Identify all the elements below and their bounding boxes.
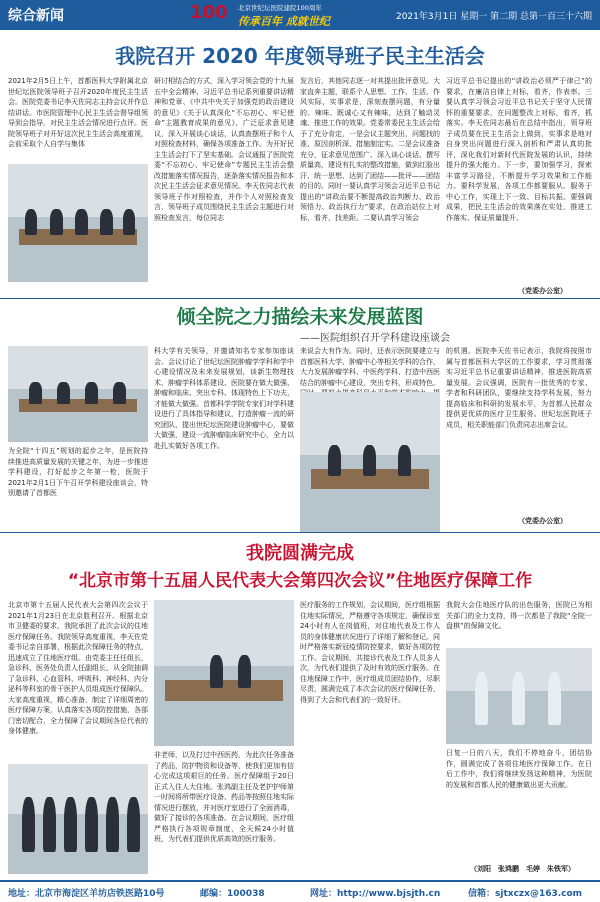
article1-col4: 习近平总书记提出的“讲政治必须严于律己”的要求，在廉洁自律上对标，看齐，作表率。三要认真学习领会习近平总书记关于坚守人民情怀的重要要求，在问题整改上对标，看齐，抓落实。李天佐同志最后在总结中指出，领导班子成员要在民主生活会上做到，实事求是地对自身突出问题进行深入剖析和严肃认真的批评，深化我们对新时代医院发展的认识，持续提升的强大能力。下一步，要加强学习，探索丰富学习路径，不断提升学习效果和工作能力。要科学发展，各项工作都要服从、服务于中心工作，实现上下一致、目标共振。要强调成果，把民主生活会的效果落在实处，推进工作落实、保证质量提升。 bbox=[446, 77, 592, 222]
article2-col3: 来说会大有作为。同时，还表示医院要建立与首都医科大学、肿瘤中心等相关学科的合作，大力发展肿瘤学科、中医药学科、打造中西医结合的肿瘤中心建设，突出专科，形成特色。 bbox=[300, 347, 440, 387]
article1-title: 我院召开 2020 年度领导班子民主生活会 bbox=[115, 44, 485, 68]
article1-photo bbox=[8, 164, 148, 282]
article1-col3: 发言后，其他同志逐一对其提出批评意见。大家直奔主题，联系个人思想、工作、生活、作风实际，实事求是，深刻查摆问题，有分量的、辣味、既诚心又有辣味，达到了触动灵魂、推进工作的效果。党委常委民主生活会给予了充分肯定，一是会议主题突出，问题找的准、原因剖析深、措施制定实。二是会议准备充分，征求意见范围广、深入谈心谈话、撰写质量高，建设有扎实的整改措施，做到红脸出汗、统一思想、达到了团结——批评——团结的目的。同时一要认真学习领会习近平总书记提出的“讲政治要不断提高政治判断力、政治领悟力、政治执行力”要求，在政治站位上对标，看齐，找差距。二要认真学习领会 bbox=[300, 77, 440, 222]
footer bbox=[0, 880, 600, 902]
article2-col2: 科大学有关领导，并邀请知名专家参加座谈会。会议讨论了世纪坛医院肿瘤学学科和学中心建设情况及未来发展规划，谈新生物理技术、肿瘤学科体系建设、医院要在做大做强、肿瘤和临床、突出专科、体现特色上下功夫，才能做大做强。首都科学学院专家们对学科建设进行了具体指导和建议，打造肿瘤一流的研究团队，提出世纪坛医院建设肿瘤中心，要做大做强，建设一流肿瘤临床研究中心，全力以赴扎实做好各项工作。 bbox=[154, 347, 294, 450]
footer-website bbox=[310, 886, 440, 899]
article2-photo-right bbox=[300, 392, 440, 532]
article1-credit: （党委办公室） bbox=[518, 287, 567, 295]
article1-col2: 研讨相结合的方式，深入学习领会党的十九届五中全会精神、习近平总书记系列重要讲话精神和党章、《中共中央关于加强党的政治建设的意见》《关于认真深化“不忘初心、牢记使命”主题教育成果的意见》，广泛征求意见建议，深入开展谈心谈话，认真查摆班子和个人对照检查材料，确保各项准备工作。为开好民主生活会打下了坚实基础。会议通报了医院党委“不忘初心、牢记使命”专题民主生活会整改措施落实情况报告，逐条落实情况报告和本次民主生活会征求意见情况。李天佐同志代表领导班子作对照检查，并作个人对照检查发言，领导班子成员围绕民主生活会主题进行对照检查发言，每位同志 bbox=[154, 77, 294, 222]
footer-website-label: 网址： bbox=[310, 889, 338, 899]
article2-subtitle: ——医院组织召开学科建设座谈会 bbox=[300, 333, 450, 344]
article3-credit: （刘阳 张鸿鹏 毛婷 朱铁军） bbox=[470, 865, 575, 873]
article2-col4: 的机遇。医院李天佐书记表示，我院将按照市属与首都医科大学区的工作要求，学习贯彻落实习近平总书记重要讲话精神，推进医院高质量发展。会议强调，医院有一批优秀的专家、学者和科研团队，要继续支持学科发展，努力提高临床和科研的发展水平，为首都人民群众提供更优质的医疗卫生服务。世纪坛医院班子成员，相关职能部门负责同志出席会议。 bbox=[446, 347, 592, 429]
article3-photo-left bbox=[8, 764, 148, 874]
article3-col4b: 日复一日的八天，我们不停地奋斗，团结协作，圆满完成了各项住地医疗保障工作。在日后工作中，我们将继续发扬这种精神，为医院的发展和首都人民的健康做出更大贡献。 bbox=[446, 749, 592, 789]
anniversary-line1: 北京世纪坛医院建院100周年 bbox=[238, 4, 322, 12]
divider bbox=[0, 532, 600, 533]
issue-total: 总第一百三十六期 bbox=[519, 12, 592, 22]
issue-weekday: 星期一 bbox=[460, 12, 488, 22]
article3-col3: 医疗服务的工作规划，会议期间，医疗组根据住地实际情况，严格遵守各项规定，确保诊室24小时有人在岗值班，对住地代表及工作人员的身体健康状况进行了详细了解和登记。同时严格落实新冠疫情防控要求，做好各项防控工作。会议期间，共接诊代表及工作人员多人次，为代表们提供了及时有效的医疗服务。在住地保障工作中，医疗组成员团结协作，尽职尽责，圆满完成了本次会议的医疗保障任务，得到了大会和代表们的一致好评。 bbox=[300, 601, 440, 704]
article1-col1: 2021年2月5日上午，首都医科大学附属北京世纪坛医院领导班子召开2020年度民主生活会。医院党委书记李天佐同志主持会议并作总结讲话。市医院管理中心民主生活会督导组领导到会指导，对民主生活会情况进行点评。医院领导班子对开好这次民主生活会高度重视，会前采取个人自学与集体 bbox=[8, 77, 148, 148]
footer-email bbox=[468, 886, 582, 899]
issue-date: 2021年3月1日 bbox=[395, 12, 458, 22]
footer-address bbox=[8, 886, 165, 899]
issue-number: 第二期 bbox=[490, 12, 518, 22]
section-name: 综合新闻 bbox=[8, 8, 64, 24]
article2-credit: （党委办公室） bbox=[518, 517, 567, 525]
article3-photo-center bbox=[154, 600, 294, 746]
footer-address-label: 地址： bbox=[8, 889, 36, 899]
article2-col1: 为全院“十四五”规划的起步之年，是医院持续推进高质量发展的关键之年，为进一步推进学科建设，打好起步之年第一枪，医院于2021年2月1日下午召开学科建设座谈会，特别邀请了首都医 bbox=[8, 447, 148, 497]
footer-email-label: 信箱： bbox=[468, 889, 496, 899]
article3-photo-right bbox=[446, 648, 592, 744]
issue-info bbox=[396, 9, 592, 22]
footer-postcode bbox=[200, 886, 265, 899]
article2-photo-left bbox=[8, 346, 148, 442]
footer-website-value[interactable]: http://www.bjsjth.cn bbox=[337, 889, 441, 899]
divider bbox=[0, 298, 600, 299]
anniversary-banner bbox=[190, 2, 350, 28]
footer-postcode-value: 100038 bbox=[227, 889, 265, 899]
footer-postcode-label: 邮编： bbox=[200, 889, 228, 899]
article3-title-line2: “北京市第十五届人民代表大会第四次会议”住地医疗保障工作 bbox=[67, 571, 533, 591]
article3-col1: 北京市第十五届人民代表大会第四次会议于2021年1月23日在北京胜利召开。根据北京市卫健委的要求，我院承担了此次会议的住地医疗保障任务。我院领导高度重视，李天佐党委书记亲自部署，根据此次保障任务的特点，迅速成立了住地医疗组。由党委主任任组长，急诊科、医务处负责人任副组长，从全院抽调了急诊科、心血管科、呼吸科、神经科、内分泌科等科室的骨干医护人员组成医疗保障队。大家高度重视，精心准备，制定了详细周密的医疗保障方案，认真落实各项防控措施，各部门密切配合，全力保障了会议期间各位代表的身体健康。 bbox=[8, 601, 148, 735]
footer-address-value: 北京市海淀区羊坊店铁医路10号 bbox=[35, 889, 165, 899]
article3-col4: 我院大会住地医疗队的出色服务，医院已为相关部门的全力支持，得一次都是了我院“全院一盘棋”的保障文化。 bbox=[446, 601, 592, 630]
masthead bbox=[0, 0, 600, 30]
article3-title-line1: 我院圆满完成 bbox=[246, 543, 354, 564]
article3-col2: 非老师，以及打过中西医药，为此次任务准备了药品，防护物资和设备等，使我们更加有信心完成这项艰巨的任务。医疗保障组于20日正式入住人大住地。张鸿副主任及老护护师第一时间将所带医疗设备、药品等按照住地实际情况进行摆放，并对医疗室进行了全面消毒，做好了接诊的各项准备。在会议期间，医疗组严格执行各项规章制度，全天候24小时值班，为代表们提供优质高效的医疗服务。 bbox=[154, 751, 294, 843]
article2-title: 倾全院之力描绘未来发展蓝图 bbox=[176, 306, 424, 328]
anniversary-line2: 传承百年 成就世纪 bbox=[238, 15, 330, 28]
anniversary-logo-icon: 100 bbox=[190, 2, 228, 23]
footer-email-value[interactable]: sjtxczx@163.com bbox=[495, 889, 583, 899]
